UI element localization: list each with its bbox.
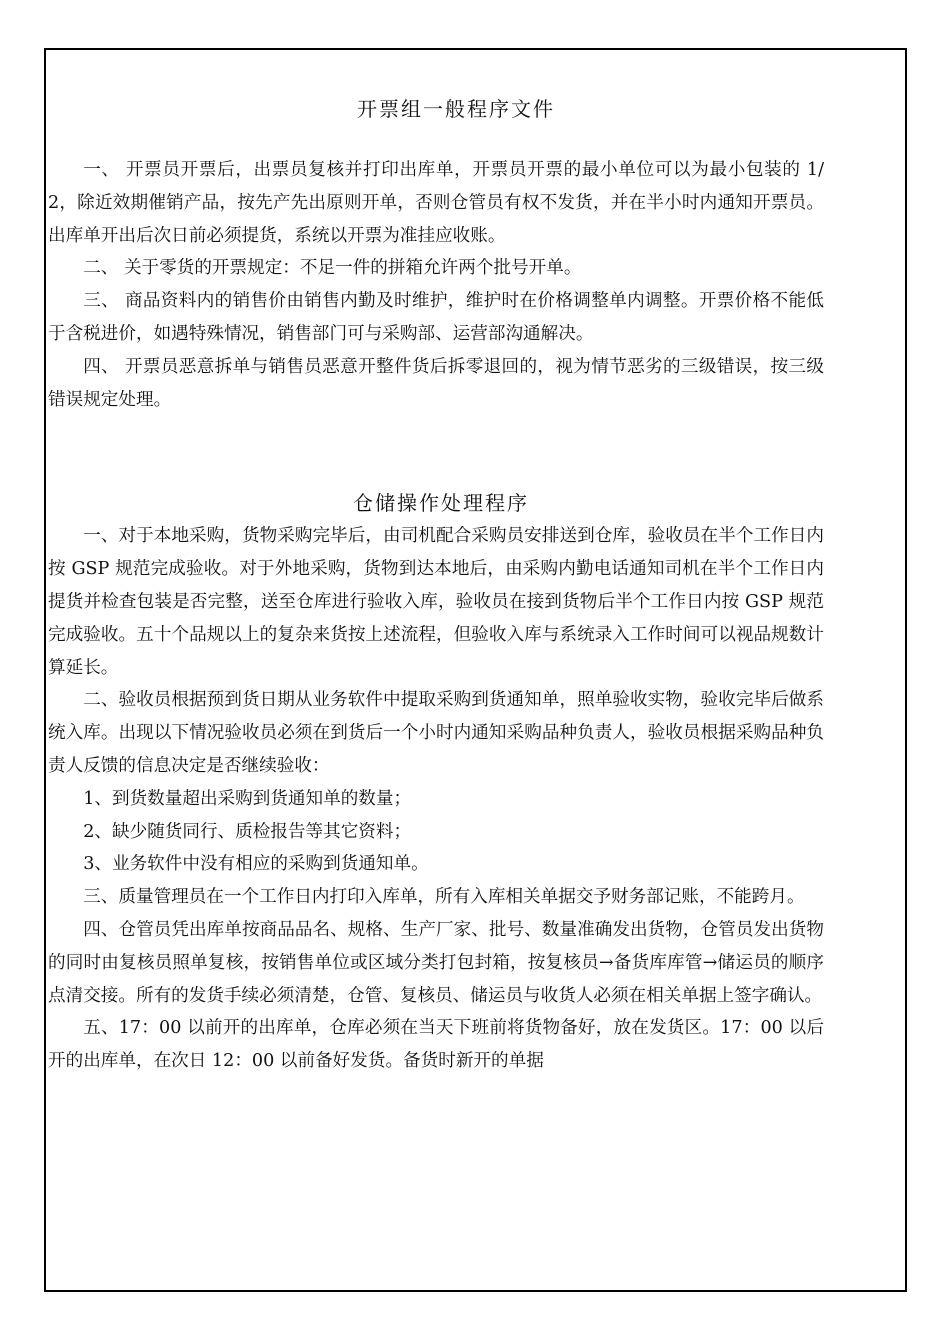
section1-paragraph-4: 四、 开票员恶意拆单与销售员恶意开整件货后拆零退回的，视为情节恶劣的三级错误，按三级错误规定处理。 [48,356,824,410]
section2-paragraph-1: 一、对于本地采购，货物采购完毕后，由司机配合采购员安排送到仓库，验收员在半个工作日内按 GSP 规范完成验收。对于外地采购，货物到达本地后，由采购内勤电话通知司机在半个工作日内提货并检查包装是否完整，送至仓库进行验收入库，验收员在接到货物后半个工作日内按 GSP 规范完成验收。五十个品规以上的复杂来货按上述流程，但验收入库与系统录入工作时间可以视品规数计算延长。 [48,526,824,678]
document-body [48,92,824,1078]
section2-paragraph-5: 五、17：00 以前开的出库单，仓库必须在当天下班前将货物备好，放在发货区。17：00 以后开的出库单，在次日 12：00 以前备好发货。备货时新开的单据 [48,1018,824,1072]
section1-paragraph-1: 一、 开票员开票后，出票员复核并打印出库单，开票员开票的最小单位可以为最小包装的 1/2，除近效期催销产品，按先产先出原则开单，否则仓管员有权不发货，并在半小时内通知开票员。出库单开出后次日前必须提货，系统以开票为准挂应收账。 [48,160,824,246]
section1-paragraph-2: 二、 关于零货的开票规定：不足一件的拼箱允许两个批号开单。 [83,258,582,279]
section-spacer [48,416,824,486]
section2-list-item-1: 1、到货数量超出采购到货通知单的数量； [83,788,412,809]
section2-list-item-2: 2、缺少随货同行、质检报告等其它资料； [83,821,412,842]
section2-paragraph-2: 二、验收员根据预到货日期从业务软件中提取采购到货通知单，照单验收实物，验收完毕后做系统入库。出现以下情况验收员必须在到货后一个小时内通知采购品种负责人，验收员根据采购品种负责人反馈的信息决定是否继续验收： [48,690,824,776]
section2-title: 仓储操作处理程序 [353,491,529,516]
section1-title: 开票组一般程序文件 [357,97,555,121]
section2-paragraph-3: 三、质量管理员在一个工作日内打印入库单，所有入库相关单据交予财务部记账，不能跨月。 [83,887,805,908]
section1-paragraph-3: 三、 商品资料内的销售价由销售内勤及时维护，维护时在价格调整单内调整。开票价格不能低于含税进价，如遇特殊情况，销售部门可与采购部、运营部沟通解决。 [48,291,824,344]
section2-paragraph-4: 四、仓管员凭出库单按商品品名、规格、生产厂家、批号、数量准确发出货物，仓管员发出货物的同时由复核员照单复核，按销售单位或区域分类打包封箱，按复核员→备货库库管→储运员的顺序点清交接。所有的发货手续必须清楚，仓管、复核员、储运员与收货人必须在相关单据上签字确认。 [48,919,824,1006]
section2-list-item-3: 3、业务软件中没有相应的采购到货通知单。 [83,854,429,875]
